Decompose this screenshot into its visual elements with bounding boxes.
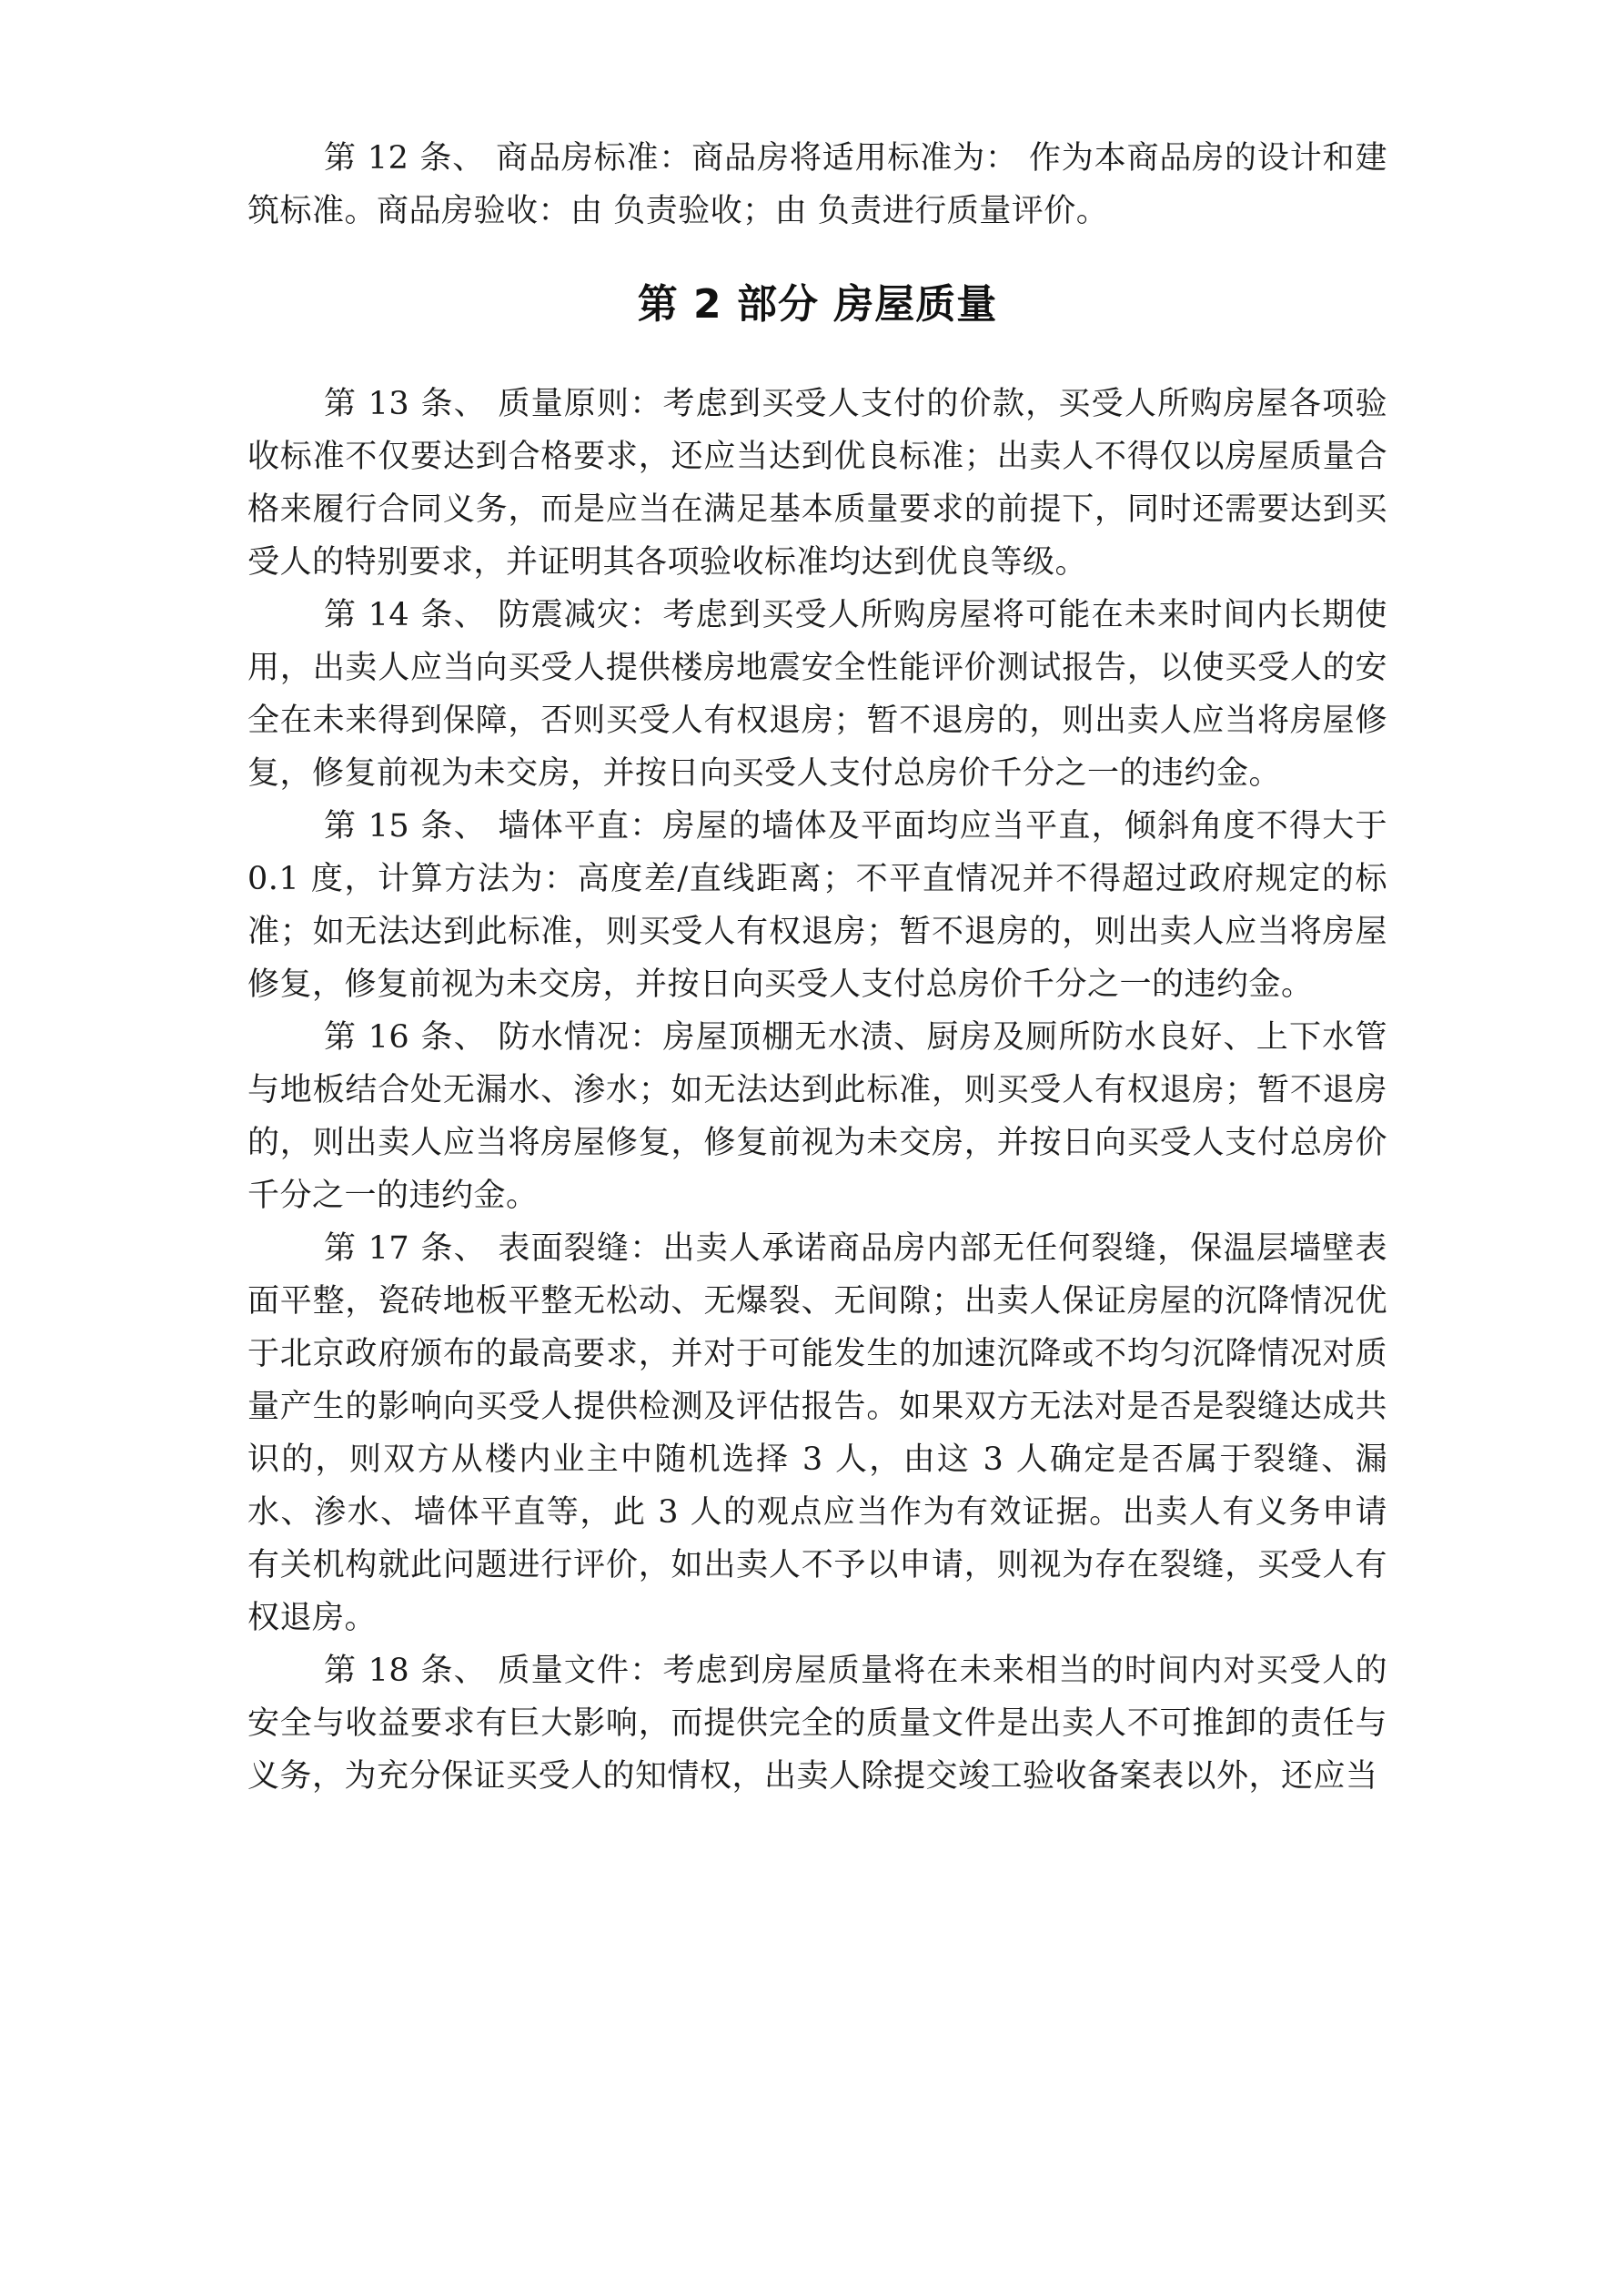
- article-14-paragraph: 第 14 条、 防震减灾：考虑到买受人所购房屋将可能在未来时间内长期使用，出卖人应当向买受人提供楼房地震安全性能评价测试报告，以使买受人的安全在未来得到保障，否则买受人有权退房；暂不退房的，则出卖人应当将房屋修复，修复前视为未交房，并按日向买受人支付总房价千分之一的违约金。: [247, 597, 1387, 792]
- article-13-paragraph: 第 13 条、 质量原则：考虑到买受人支付的价款，买受人所购房屋各项验收标准不仅要达到合格要求，还应当达到优良标准；出卖人不得仅以房屋质量合格来履行合同义务，而是应当在满足基本质量要求的前提下，同时还需要达到买受人的特别要求，并证明其各项验收标准均达到优良等级。: [247, 386, 1387, 581]
- document-body: [247, 132, 1387, 1803]
- article-18-paragraph: 第 18 条、 质量文件：考虑到房屋质量将在未来相当的时间内对买受人的安全与收益要求有巨大影响，而提供完全的质量文件是出卖人不可推卸的责任与义务，为充分保证买受人的知情权，出卖人除提交竣工验收备案表以外，还应当: [247, 1653, 1387, 1795]
- section-title: 第 2 部分 房屋质量: [637, 281, 998, 328]
- article-15-paragraph: 第 15 条、 墙体平直：房屋的墙体及平面均应当平直，倾斜角度不得大于 0.1 度，计算方法为：高度差/直线距离；不平直情况并不得超过政府规定的标准；如无法达到此标准，则买受人有权退房；暂不退房的，则出卖人应当将房屋修复，修复前视为未交房，并按日向买受人支付总房价千分之一的违约金。: [247, 808, 1387, 1003]
- article-12-paragraph: 第 12 条、 商品房标准：商品房将适用标准为： 作为本商品房的设计和建筑标准。商品房验收：由 负责验收；由 负责进行质量评价。: [247, 140, 1387, 229]
- article-17-paragraph: 第 17 条、 表面裂缝：出卖人承诺商品房内部无任何裂缝，保温层墙壁表面平整，瓷砖地板平整无松动、无爆裂、无间隙；出卖人保证房屋的沉降情况优于北京政府颁布的最高要求，并对于可能发生的加速沉降或不均匀沉降情况对质量产生的影响向买受人提供检测及评估报告。如果双方无法对是否是裂缝达成共识的，则双方从楼内业主中随机选择 3 人，由这 3 人确定是否属于裂缝、漏水、渗水、墙体平直等，此 3 人的观点应当作为有效证据。出卖人有义务申请有关机构就此问题进行评价，如出卖人不予以申请，则视为存在裂缝，买受人有权退房。: [247, 1230, 1387, 1636]
- article-16-paragraph: 第 16 条、 防水情况：房屋顶棚无水渍、厨房及厕所防水良好、上下水管与地板结合处无漏水、渗水；如无法达到此标准，则买受人有权退房；暂不退房的，则出卖人应当将房屋修复，修复前视为未交房，并按日向买受人支付总房价千分之一的违约金。: [247, 1019, 1387, 1214]
